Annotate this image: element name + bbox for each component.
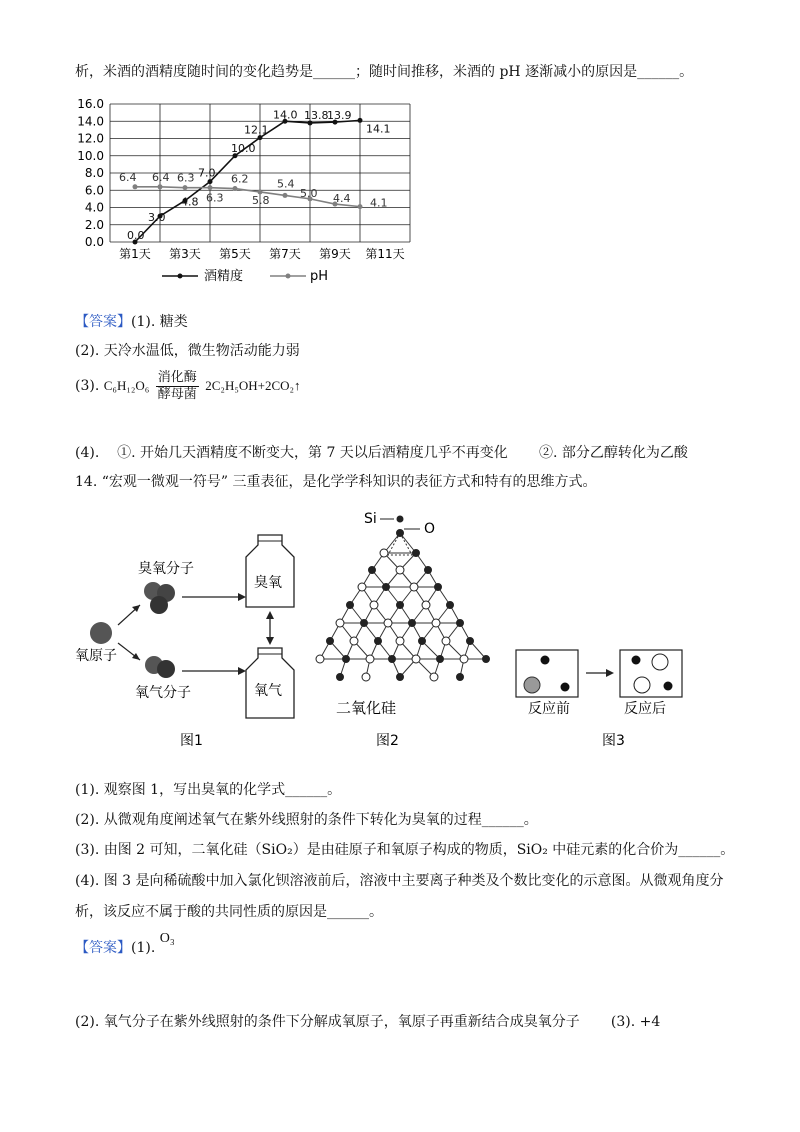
answer-14-1 — [75, 931, 175, 959]
question-14: 14. “宏观一微观一符号” 三重表征，是化学学科知识的表征方式和特有的思维方式。 — [75, 474, 597, 490]
answer-tag: 【答案】 — [75, 314, 131, 330]
data-label: 13.8 — [304, 108, 329, 122]
data-point — [358, 118, 363, 123]
o-label: O — [424, 521, 436, 537]
si-atom-icon — [457, 674, 464, 681]
figure-3 — [510, 505, 720, 750]
o-atom-icon — [442, 637, 450, 645]
ion-icon — [524, 677, 540, 693]
data-label: 4.8 — [181, 195, 199, 209]
before-label: 反应前 — [528, 701, 570, 717]
data-label: 4.1 — [370, 196, 388, 210]
o-atom-icon — [366, 655, 374, 663]
answer-4-part2: ②. 部分乙醇转化为乙酸 — [538, 445, 688, 461]
si-atom-icon — [389, 656, 396, 663]
arrow-head-icon — [238, 593, 246, 601]
si-atom-icon — [369, 567, 376, 574]
answer-14-2-text: (2). 氧气分子在紫外线照射的条件下分解成氧原子，氧原子再重新结合成臭氧分子 — [75, 1014, 580, 1030]
data-label: 6.3 — [206, 191, 224, 205]
data-label: 6.3 — [177, 171, 195, 185]
question-text: 析，米酒的酒精度随时间的变化趋势是______；随时间推移，米酒的 pH 逐渐减小的原因是______。 — [75, 64, 694, 80]
data-label: 12.1 — [244, 123, 269, 137]
reaction-condition — [156, 370, 199, 403]
data-label: 10.0 — [231, 141, 256, 155]
data-label: 6.4 — [152, 170, 170, 184]
data-label: 14.1 — [366, 122, 391, 136]
data-point — [358, 204, 363, 209]
data-label: 7.0 — [198, 166, 216, 180]
oxygen-molecule-label: 氧气分子 — [135, 685, 191, 701]
ozone-bottle-icon — [246, 535, 294, 607]
o-atom-icon — [460, 655, 468, 663]
figure-3-caption: 图3 — [602, 733, 625, 749]
y-tick-label: 12.0 — [77, 131, 104, 146]
arrow-up-icon — [266, 611, 274, 619]
data-label: 3.0 — [148, 211, 166, 225]
y-tick-label: 16.0 — [77, 97, 104, 111]
data-label: 6.4 — [119, 170, 137, 184]
data-point — [233, 186, 238, 191]
si-atom-icon — [437, 656, 444, 663]
si-atom-icon — [425, 567, 432, 574]
answer-4-prefix: (4). — [75, 445, 100, 461]
data-point — [283, 193, 288, 198]
arrow-head-icon — [238, 667, 246, 675]
o-atom-icon — [430, 673, 438, 681]
answer-14-2 — [75, 1012, 660, 1032]
legend-label-ph: pH — [310, 269, 329, 284]
si-atom-icon — [383, 584, 390, 591]
legend-marker — [286, 274, 291, 279]
ion-icon — [541, 656, 550, 665]
ozone-molecule-icon — [150, 596, 168, 614]
si-atom-icon — [347, 602, 354, 609]
x-tick-label: 第9天 — [319, 247, 351, 261]
si-atom-icon — [327, 638, 334, 645]
si-atom-icon — [397, 674, 404, 681]
o-atom-icon — [412, 655, 420, 663]
answer-1 — [75, 312, 188, 332]
x-tick-label: 第3天 — [169, 247, 201, 261]
data-point — [183, 185, 188, 190]
oxygen-molecule-icon — [157, 660, 175, 678]
si-atom-icon — [457, 620, 464, 627]
reactant-formula: C₆H₁₂O₆ — [103, 378, 150, 393]
series-line-ph — [135, 187, 360, 207]
si-atom-icon — [343, 656, 350, 663]
answer-4-part1: ①. 开始几天酒精度不断变大，第 7 天以后酒精度几乎不再变化 — [117, 445, 508, 461]
si-atom-icon — [361, 620, 368, 627]
ozone-bottle-label: 臭氧 — [254, 575, 282, 591]
sub-question-1: (1). 观察图 1，写出臭氧的化学式______。 — [75, 782, 342, 798]
sub-question-4a: (4). 图 3 是向稀硫酸中加入氯化钡溶液前后，溶液中主要离子种类及个数比变化的示意图。从微观角度分 — [75, 873, 724, 889]
ozone-formula: O₃ — [159, 931, 175, 946]
data-label: 5.0 — [300, 186, 318, 200]
o-atom-icon — [410, 583, 418, 591]
y-tick-label: 14.0 — [77, 114, 104, 129]
line-chart — [70, 92, 420, 292]
sub-question-4b: 析，该反应不属于酸的共同性质的原因是______。 — [75, 904, 383, 920]
answer-1-text: (1). 糖类 — [131, 314, 188, 330]
figure-2 — [300, 505, 510, 750]
data-point — [133, 184, 138, 189]
x-tick-label: 第5天 — [219, 247, 251, 261]
figure-1-caption: 图1 — [180, 733, 203, 749]
data-label: 5.4 — [277, 177, 295, 191]
y-tick-label: 0.0 — [84, 235, 104, 249]
si-atom-icon — [375, 638, 382, 645]
ion-icon — [652, 654, 668, 670]
si-atom-icon — [413, 550, 420, 557]
answer-3-prefix: (3). — [75, 378, 100, 394]
si-atom-icon — [447, 602, 454, 609]
o-atom-icon — [362, 673, 370, 681]
y-tick-label: 10.0 — [77, 148, 104, 163]
si-atom-icon — [397, 530, 404, 537]
after-label: 反应后 — [624, 701, 666, 717]
oxygen-atom-label: 氧原子 — [75, 648, 117, 664]
y-tick-label: 8.0 — [84, 166, 104, 180]
legend-label-alcohol: 酒精度 — [204, 269, 244, 284]
o-atom-icon — [384, 619, 392, 627]
o-atom-icon — [336, 619, 344, 627]
si-atom-icon — [467, 638, 474, 645]
y-tick-label: 4.0 — [84, 200, 104, 215]
ion-icon — [632, 656, 641, 665]
data-label: 14.0 — [273, 108, 298, 122]
figure-2-caption: 图2 — [376, 733, 399, 749]
arrow-head-icon — [606, 669, 614, 677]
answer-14-1-prefix: (1). — [131, 940, 156, 956]
data-point — [208, 185, 213, 190]
si-atom-icon — [419, 638, 426, 645]
si-label: Si — [364, 511, 377, 527]
answer-14-3-text: (3). +4 — [610, 1014, 661, 1030]
o-atom-icon — [432, 619, 440, 627]
figure-1 — [70, 505, 330, 750]
si-atom-icon — [337, 674, 344, 681]
data-label: 5.8 — [252, 193, 270, 207]
sub-question-2: (2). 从微观角度阐述氧气在紫外线照射的条件下转化为臭氧的过程______。 — [75, 812, 538, 828]
ion-icon — [664, 682, 673, 691]
o-atom-icon — [396, 566, 404, 574]
data-label: 6.2 — [231, 172, 249, 186]
y-tick-label: 2.0 — [84, 217, 104, 232]
data-label: 13.9 — [327, 109, 352, 123]
ozone-molecule-label: 臭氧分子 — [138, 561, 194, 577]
si-atom-icon — [397, 602, 404, 609]
product-formula: 2C₂H₅OH+2CO₂↑ — [205, 378, 301, 393]
o-atom-icon — [370, 601, 378, 609]
ion-icon — [634, 677, 650, 693]
o-atom-icon — [380, 549, 388, 557]
data-point — [208, 179, 213, 184]
o-atom-icon — [316, 655, 324, 663]
answer-3 — [75, 369, 301, 403]
o-atom-icon — [358, 583, 366, 591]
o-atom-icon — [422, 601, 430, 609]
x-tick-label: 第7天 — [269, 247, 301, 261]
arrow-down-icon — [266, 637, 274, 645]
si-atom-icon — [435, 584, 442, 591]
answer-4 — [75, 443, 688, 463]
oxygen-atom-icon — [90, 622, 112, 644]
condition-top: 消化酶 — [157, 369, 197, 385]
si-atom-icon — [397, 516, 404, 523]
condition-bottom: 酵母菌 — [157, 386, 197, 402]
silica-lattice — [316, 530, 490, 682]
y-tick-label: 6.0 — [84, 183, 104, 198]
oxygen-bottle-label: 氧气 — [254, 683, 282, 699]
si-atom-icon — [483, 656, 490, 663]
data-point — [158, 184, 163, 189]
x-tick-label: 第11天 — [365, 247, 405, 261]
after-box — [620, 650, 682, 697]
legend-marker — [178, 274, 183, 279]
sub-question-3: (3). 由图 2 可知，二氧化硅（SiO₂）是由硅原子和氧原子构成的物质，SiO₂ 中硅元素的化合价为______。 — [75, 842, 735, 858]
si-atom-icon — [409, 620, 416, 627]
o-atom-icon — [396, 637, 404, 645]
x-tick-label: 第1天 — [119, 247, 151, 261]
ion-icon — [561, 683, 570, 692]
silica-name: 二氧化硅 — [336, 699, 397, 717]
data-label: 4.4 — [333, 192, 351, 206]
answer-2: (2). 天冷水温低，微生物活动能力弱 — [75, 343, 300, 359]
o-atom-icon — [350, 637, 358, 645]
data-label: 0.0 — [127, 229, 145, 242]
answer-tag: 【答案】 — [75, 940, 131, 956]
